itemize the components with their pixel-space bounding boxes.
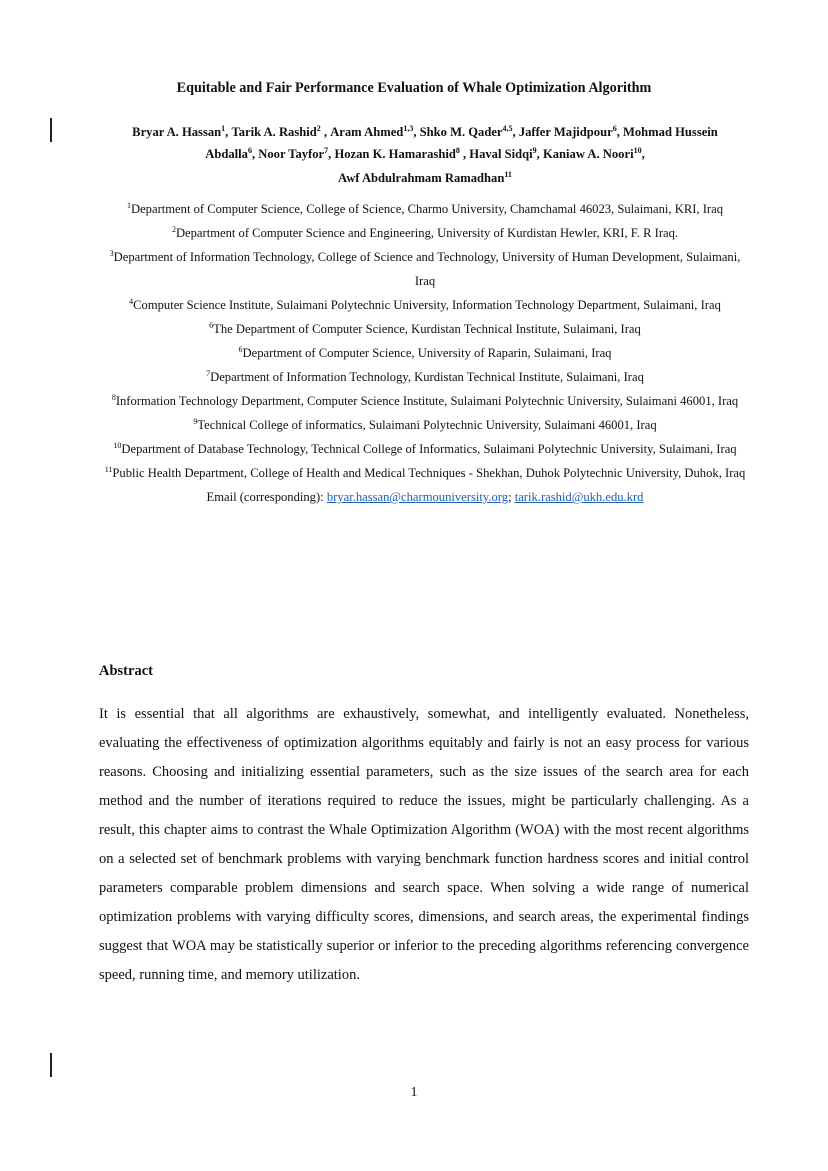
abstract-heading: Abstract (99, 663, 153, 679)
affiliation: $^{11}$Public Health Department, College of Health and Medical Techniques - Shekhan, Duhok Polytechnic University, Duhok, Iraq (104, 464, 746, 480)
email-link-1[interactable]: bryar.hassan@charmouniversity.org (326, 490, 509, 504)
author: Shko M. Qader$^{4,5}$, (419, 123, 519, 139)
author: Haval Sidqi$^9$, (469, 145, 543, 161)
author: Hozan K. Hamarashid$^8$ , (334, 145, 470, 161)
abstract-text: It is essential that all algorithms are exhaustively, somewhat, and intelligently evaluated. Nonetheless, evaluating the effectiveness of optimization algorithms equitably and fairly is not an easy process for various reasons. Choosing and initializing essential parameters, such as the size issues of the search area for each method and the number of iterations required to reduce the issues, might be particularly challenging. As a result, this chapter aims to contrast the Whale Optimization Algorithm (WOA) with the most recent algorithms on a selected set of benchmark problems with varying benchmark function hardness scores and initial control parameters comparable problem dimensions and search space. When solving a wide range of numerical optimization problems with varying difficulty scores, dimensions, and search areas, the experimental findings suggest that WOA may be statistically superior or inferior to the preceding algorithms referencing convergence speed, running time, and memory utilization. (99, 706, 749, 983)
change-bar-top (50, 118, 52, 142)
affiliation: $^6$The Department of Computer Science, Kurdistan Technical Institute, Sulaimani, Iraq (209, 320, 641, 336)
corresponding-email: Email (corresponding): bryar.hassan@charmouniversity.org; tarik.rashid@ukh.edu.krd (206, 490, 644, 504)
author: Jaffer Majidpour$^6$, (518, 123, 623, 139)
affiliation: $^8$Information Technology Department, Computer Science Institute, Sulaimani Polytechnic University, Sulaimani 46001, Iraq (111, 392, 739, 408)
author: Awf Abdulrahmam Ramadhan$^{11}$ (338, 169, 512, 185)
author: Bryar A. Hassan$^1$, (132, 123, 232, 139)
affiliation-list (100, 197, 750, 509)
affiliation: $^9$Technical College of informatics, Sulaimani Polytechnic University, Sulaimani 46001, Iraq (193, 416, 657, 432)
author: Noor Tayfor$^7$, (258, 145, 335, 161)
page-number: 1 (410, 1085, 418, 1100)
paper-title: Equitable and Fair Performance Evaluation of Whale Optimization Algorithm (176, 80, 652, 96)
affiliation: $^6$Department of Computer Science, University of Raparin, Sulaimani, Iraq (238, 344, 612, 360)
author: Aram Ahmed$^{1,3}$, (330, 123, 420, 139)
affiliation: $^3$Department of Information Technology, College of Science and Technology, University of Human Development, Sulaimani, Iraq (109, 248, 741, 288)
affiliation: $^1$Department of Computer Science, College of Science, Charmo University, Chamchamal 46023, Sulaimani, KRI, Iraq (127, 200, 723, 216)
author-list (110, 121, 740, 189)
email-link-2[interactable]: tarik.rashid@ukh.edu.krd (514, 490, 644, 504)
affiliation: $^4$Computer Science Institute, Sulaimani Polytechnic University, Information Technology Department, Sulaimani, Iraq (129, 296, 721, 312)
affiliation: $^7$Department of Information Technology, Kurdistan Technical Institute, Sulaimani, Iraq (206, 368, 644, 384)
author: Mohmad Hussein Abdalla$^6$, (205, 125, 718, 161)
author: Kaniaw A. Noori$^{10}$, (542, 145, 645, 161)
affiliation: $^{10}$Department of Database Technology, Technical College of Informatics, Sulaimani Polytechnic University, Sulaimani, Iraq (113, 440, 737, 456)
change-bar-bottom (50, 1053, 52, 1077)
author: Tarik A. Rashid$^2$ , (231, 123, 331, 139)
affiliation: $^2$Department of Computer Science and Engineering, University of Kurdistan Hewler, KRI, F. R Iraq. (171, 224, 679, 240)
